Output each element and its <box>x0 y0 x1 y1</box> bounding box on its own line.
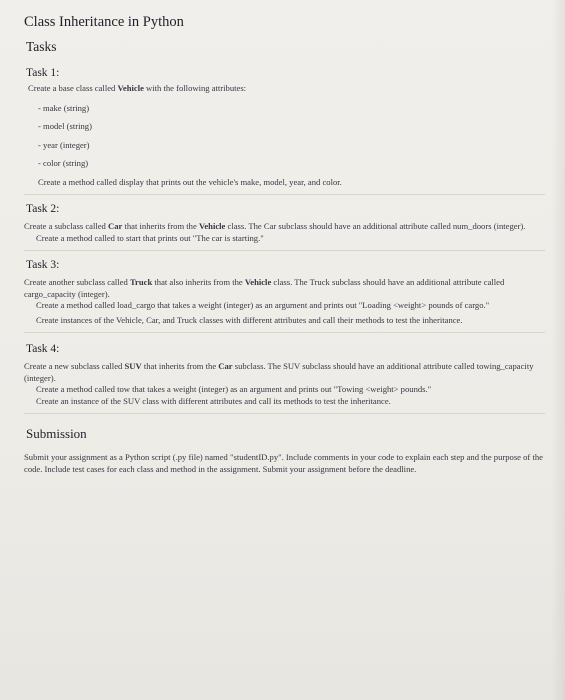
task3-paragraph-1 <box>24 277 545 300</box>
task4-heading: Task 4: <box>26 343 60 355</box>
task2-class-car: Car <box>108 221 123 231</box>
task1-intro-text: Create a base class called <box>28 83 118 93</box>
divider <box>24 250 545 251</box>
attribute-item: - make (string) <box>38 103 545 115</box>
task4-class-car: Car <box>218 361 233 371</box>
task4-paragraph-2: Create a method called tow that takes a weight (integer) as an argument and prints out "Towing <weight> pounds." <box>36 384 432 394</box>
task1-heading: Task 1: <box>26 67 60 79</box>
task2-text: that inherits from the <box>122 221 199 231</box>
task2-heading: Task 2: <box>26 203 60 215</box>
task3-text: class. The Truck subclass should have an additional attribute called cargo_capacity (integer). <box>24 277 505 299</box>
page-shadow <box>551 0 565 700</box>
task2-text: class. The Car subclass should have an additional attribute called num_doors (integer). <box>225 221 526 231</box>
task4-paragraph-1 <box>24 361 545 384</box>
task1-display-method: Create a method called display that prints out the vehicle's make, model, year, and color. <box>38 176 342 187</box>
divider <box>24 194 545 195</box>
document-title: Class Inheritance in Python <box>24 14 184 30</box>
task3-paragraph-3: Create instances of the Vehicle, Car, and Truck classes with different attributes and call their methods to test the inheritance. <box>36 314 463 325</box>
attribute-item: - year (integer) <box>38 140 545 152</box>
tasks-heading: Tasks <box>26 39 57 54</box>
task1-class-name: Vehicle <box>117 83 144 93</box>
task2-paragraph-2: Create a method called to start that prints out "The car is starting." <box>36 232 264 243</box>
task3-heading: Task 3: <box>26 259 60 271</box>
submission-heading: Submission <box>26 426 87 441</box>
task2-paragraph-1 <box>24 221 545 233</box>
task3-text: Create another subclass called <box>24 277 130 287</box>
task4-text: that inherits from the <box>141 361 219 371</box>
task3-class-vehicle: Vehicle <box>244 277 272 287</box>
task4-text: subclass. The SUV subclass should have an additional attribute called towing_capacity (integer). <box>24 361 534 383</box>
task4-class-suv: SUV <box>124 361 142 371</box>
task3-paragraph-2: Create a method called load_cargo that takes a weight (integer) as an argument and prints out "Loading <weight> pounds of cargo." <box>36 300 490 310</box>
task2-class-vehicle: Vehicle <box>198 221 226 231</box>
divider <box>24 413 545 414</box>
task1-attribute-list <box>38 103 545 170</box>
task2-text: Create a subclass called <box>24 221 108 231</box>
task1-intro <box>24 83 545 95</box>
attribute-item: - model (string) <box>38 121 545 133</box>
task4-text: Create a new subclass called <box>24 361 125 371</box>
task1-intro-end: with the following attributes: <box>143 83 247 93</box>
attribute-item: - color (string) <box>38 158 545 170</box>
task3-text: that also inherits from the <box>152 277 245 287</box>
task4-paragraph-3: Create an instance of the SUV class with different attributes and call its methods to test the inheritance. <box>36 395 391 406</box>
divider <box>24 332 545 333</box>
task3-class-truck: Truck <box>129 277 153 287</box>
submission-text: Submit your assignment as a Python script (.py file) named "studentID.py". Include comments in your code to explain each step and the purpose of the code. Include test cases for each class and method in the assignment. Submit your assignment before the deadline. <box>24 452 543 474</box>
